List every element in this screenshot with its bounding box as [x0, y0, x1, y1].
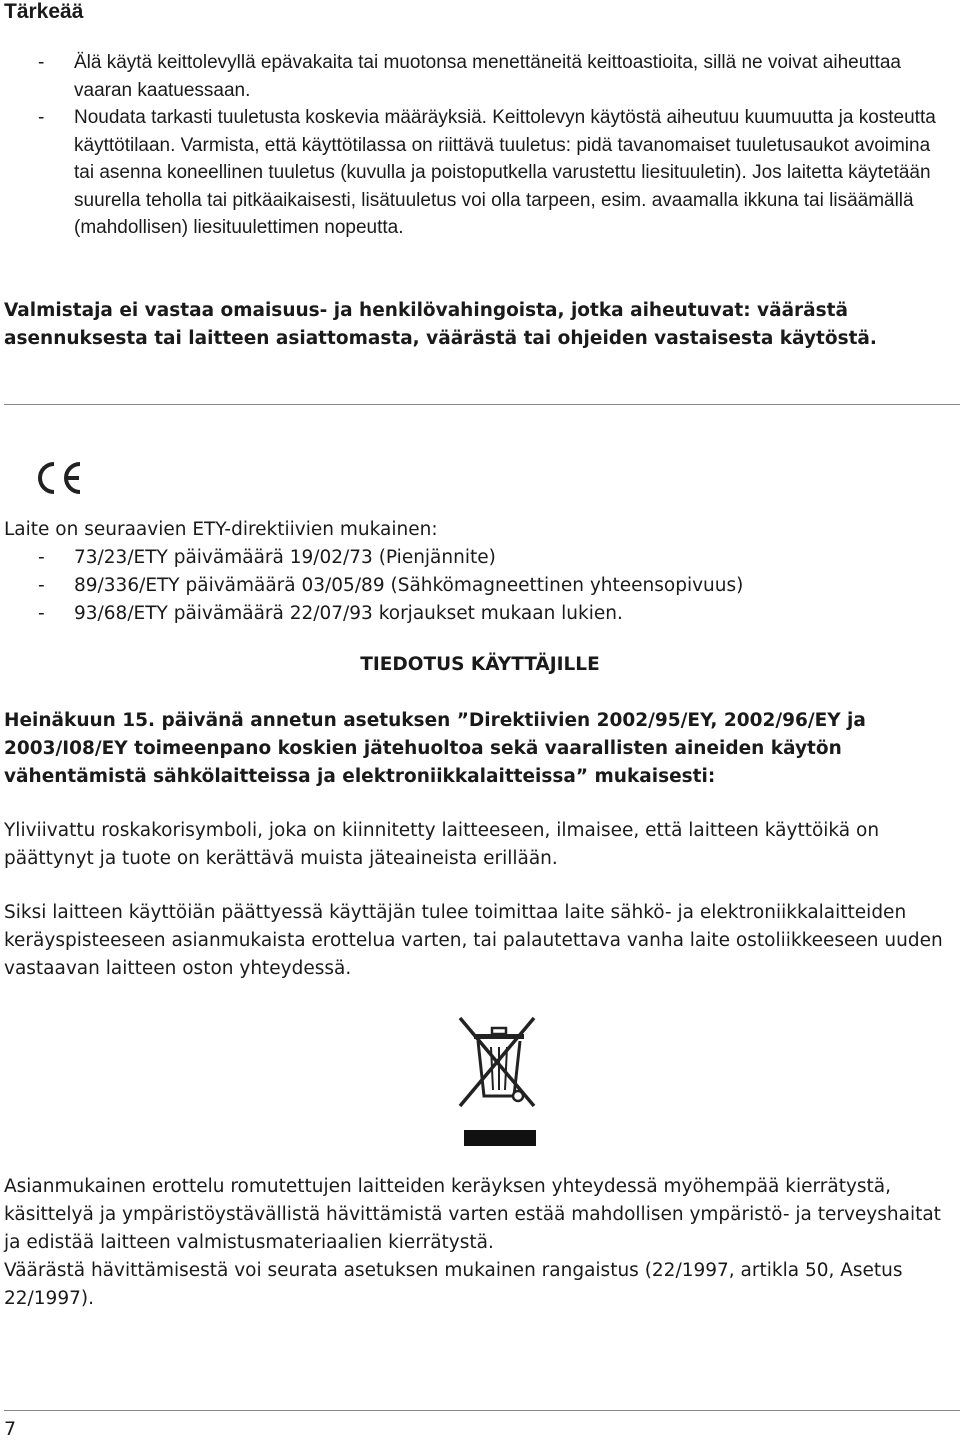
- warning-text: Älä käytä keittolevyllä epävakaita tai muotonsa menettäneitä keittoastioita, sillä ne voivat aiheuttaa vaaran kaatuessaan.: [74, 52, 901, 101]
- divider: [4, 404, 960, 405]
- list-item: - Älä käytä keittolevyllä epävakaita tai muotonsa menettäneitä keittoastioita, sillä ne voivat aiheuttaa vaaran kaatuessaan.: [38, 52, 901, 101]
- page-number: 7: [4, 1418, 17, 1440]
- paragraph-symbol: Yliviivattu roskakorisymboli, joka on kiinnitetty laitteeseen, ilmaisee, että laitteen käyttöikä on päättynyt ja tuote on kerättävä muista jäteaineista erillään.: [4, 820, 880, 869]
- directive-text: 93/68/ETY päivämäärä 22/07/93 korjaukset mukaan lukien.: [74, 603, 623, 624]
- liability-statement: Valmistaja ei vastaa omaisuus- ja henkilövahingoista, jotka aiheutuvat: väärästä asennuksesta tai laitteen asiattomasta, väärästä tai ohjeiden vastaisesta käytöstä.: [4, 300, 877, 349]
- section-heading: Tärkeää: [4, 0, 84, 23]
- warning-text: Noudata tarkasti tuuletusta koskevia määräyksiä. Keittolevyn käytöstä aiheutuu kuumuutta ja kosteutta käyttötilaan. Varmista, että käyttötilassa on riittävä tuuletus: pidä tavanomaiset tuuletusaukot avoimina tai asenna koneellinen tuuletus (kuvulla ja poistoputkella varustettu liesituuletin). Jos laitetta käytetään suurella teholla tai pitkäaikaisesti, lisätuuletus voi olla tarpeen, esim. avaamalla ikkuna tai lisäämällä (mahdollisen) liesituulettimen nopeutta.: [74, 107, 936, 238]
- directive-intro: Laite on seuraavien ETY-direktiivien mukainen:: [4, 519, 438, 540]
- paragraph-user: Siksi laitteen käyttöiän päättyessä käyttäjän tulee toimittaa laite sähkö- ja elektroniikkalaitteiden keräyspisteeseen asianmukaista erottelua varten, tai palautettava vanha laite ostoliikkeeseen uuden vastaavan laitteen oston yhteydessä.: [4, 902, 943, 979]
- paragraph-disposal: Asianmukainen erottelu romutettujen laitteiden keräyksen yhteydessä myöhempää kierrätystä, käsittelyä ja ympäristöystävällistä hävittämistä varten estää mahdollisen ympäristö- ja terveyshaitat ja edistää laitteen valmistusmateriaalien kierrätystä.: [4, 1176, 941, 1253]
- warning-list: [0, 49, 950, 242]
- directive-text: 73/23/ETY päivämäärä 19/02/73 (Pienjännite): [74, 547, 496, 568]
- crossed-bin-icon: [456, 1014, 540, 1150]
- list-item: - 89/336/ETY päivämäärä 03/05/89 (Sähkömagneettinen yhteensopivuus): [38, 575, 744, 596]
- directive-text: 89/336/ETY päivämäärä 03/05/89 (Sähkömagneettinen yhteensopivuus): [74, 575, 744, 596]
- weee-symbol: [456, 1014, 540, 1154]
- ce-mark: [36, 458, 86, 502]
- list-item: - 93/68/ETY päivämäärä 22/07/93 korjaukset mukaan lukien.: [38, 603, 623, 624]
- paragraph-penalty: Väärästä hävittämisestä voi seurata asetuksen mukainen rangaistus (22/1997, artikla 50, Asetus 22/1997).: [4, 1260, 903, 1309]
- ce-mark-icon: [36, 458, 86, 498]
- footer-divider: [4, 1410, 960, 1411]
- list-item: - Noudata tarkasti tuuletusta koskevia määräyksiä. Keittolevyn käytöstä aiheutuu kuumuutta ja kosteutta käyttötilaan. Varmista, että käyttötilassa on riittävä tuuletus: pidä tavanomaiset tuuletusaukot avoimina tai asenna koneellinen tuuletus (kuvulla ja poistoputkella varustettu liesituuletin). Jos laitetta käytetään suurella teholla tai pitkäaikaisesti, lisätuuletus voi olla tarpeen, esim. avaamalla ikkuna tai lisäämällä (mahdollisen) liesituulettimen nopeutta.: [38, 107, 936, 238]
- directive-list: [0, 544, 950, 628]
- notice-lead: Heinäkuun 15. päivänä annetun asetuksen ”Direktiivien 2002/95/EY, 2002/96/EY ja 2003/I08/EY toimeenpano koskien jätehuoltoa sekä vaarallisten aineiden käytön vähentämistä sähkölaitteissa ja elektroniikkalaitteissa” mukaisesti:: [4, 710, 866, 787]
- notice-title: TIEDOTUS KÄYTTÄJILLE: [360, 654, 600, 675]
- list-item: - 73/23/ETY päivämäärä 19/02/73 (Pienjännite): [38, 547, 496, 568]
